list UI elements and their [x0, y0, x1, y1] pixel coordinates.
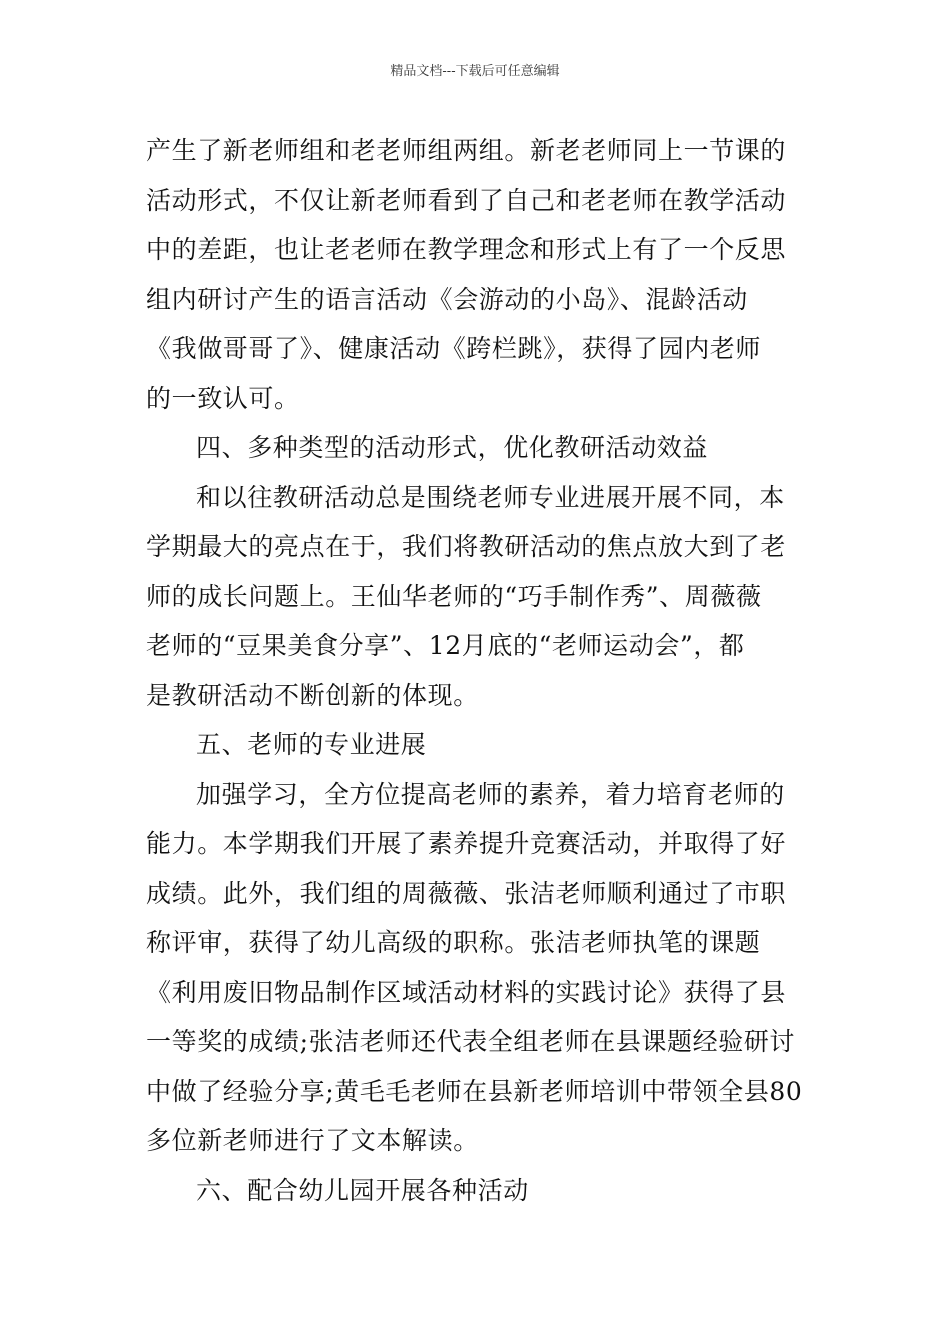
text-line: 加强学习，全方位提高老师的素养，着力培育老师的: [196, 779, 785, 809]
text-line: 活动形式，不仅让新老师看到了自己和老老师在教学活动: [146, 185, 787, 215]
text-line: 称评审，获得了幼儿高级的职称。张洁老师执笔的课题: [146, 928, 761, 957]
text-line: 中做了经验分享;黄毛毛老师在县新老师培训中带领全县80: [146, 1076, 803, 1106]
text-line: 的一致认可。: [146, 383, 300, 413]
text-line: 师的成长问题上。王仙华老师的“巧手制作秀”、周薇薇: [146, 581, 762, 611]
text-line: 是教研活动不断创新的体现。: [146, 680, 479, 710]
text-line: 能力。本学期我们开展了素养提升竞赛活动，并取得了好: [146, 829, 787, 858]
text-line: 学期最大的亮点在于，我们将教研活动的焦点放大到了老: [146, 532, 787, 561]
page-header: 精品文档---下载后可任意编辑: [390, 64, 560, 79]
document-body: [146, 126, 808, 1215]
text-line: 《我做哥哥了》、健康活动《跨栏跳》，获得了园内老师: [146, 334, 762, 363]
text-line: 成绩。此外，我们组的周薇薇、张洁老师顺利通过了市职: [146, 878, 787, 908]
text-line: 多位新老师进行了文本解读。: [146, 1126, 479, 1155]
text-line: 和以往教研活动总是围绕老师专业进展开展不同，本: [196, 482, 785, 512]
text-line: 五、老师的专业进展: [196, 730, 427, 759]
text-line: 一等奖的成绩;张洁老师还代表全组老师在县课题经验研讨: [146, 1027, 796, 1056]
text-line: 六、配合幼儿园开展各种活动: [196, 1175, 529, 1205]
text-line: 四、多种类型的活动形式，优化教研活动效益: [196, 433, 709, 462]
text-line: 中的差距，也让老老师在教学理念和形式上有了一个反思: [146, 235, 787, 264]
text-line: 产生了新老师组和老老师组两组。新老老师同上一节课的: [146, 136, 787, 165]
text-line: 《利用废旧物品制作区域活动材料的实践讨论》获得了县: [146, 977, 787, 1007]
text-line: 组内研讨产生的语言活动《会游动的小岛》、混龄活动: [146, 284, 748, 314]
text-line: 老师的“豆果美食分享”、12月底的“老师运动会”，都: [146, 631, 745, 660]
